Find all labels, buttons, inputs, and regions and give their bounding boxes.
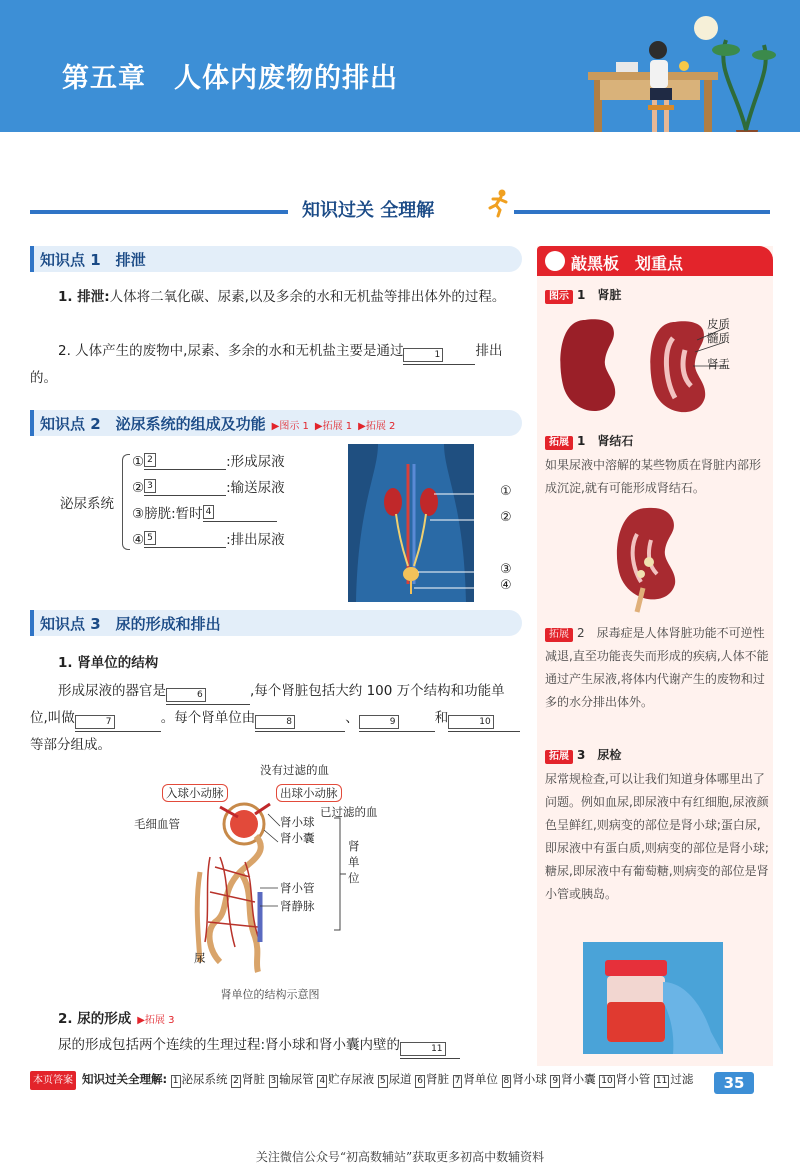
blank-2[interactable] [144,452,226,470]
marker-3: ③ [500,562,512,577]
answer-item [317,1072,374,1086]
sidebar-header [537,246,773,276]
system-label: 泌尿系统 [60,496,114,512]
blank-11[interactable] [400,1041,460,1059]
answer-item [171,1072,228,1086]
answer-number: 3 [270,1076,277,1086]
marker-4: ④ [500,578,512,593]
tag-extension-2[interactable]: ▶拓展 2 [358,421,396,432]
answer-number: 10 [601,1076,613,1086]
answer-item [269,1072,314,1086]
answer-label: 知识过关全理解: [82,1072,168,1086]
label-filtered-blood: 已过滤的血 [320,805,378,819]
key-points-sidebar [537,246,773,1066]
answer-text: 肾小管 [615,1072,651,1086]
banner-line-right [514,210,770,214]
answer-item [231,1072,265,1086]
kp1-paragraph-2 [30,338,522,392]
kp2-title-text: 知识点 2 泌尿系统的组成及功能 [40,415,266,433]
answer-number: 8 [503,1076,510,1086]
kp1-paragraph-1 [30,284,522,311]
answer-number: 1 [172,1076,179,1086]
extension-1-heading [545,432,633,450]
text: 形成尿液的器官是 [58,683,166,699]
answer-text: 肾小囊 [561,1072,596,1086]
answer-item [502,1072,547,1086]
blank-number: 10 [448,715,493,729]
page-number: 35 [714,1072,754,1094]
kp3-subheading-1: 1. 肾单位的结构 [58,655,159,671]
label-renal-capsule: 肾小囊 [280,831,315,845]
urinary-system-outline [60,450,340,560]
label-renal-vein: 肾静脉 [280,899,315,913]
kp3-header [30,610,522,636]
blank-3[interactable] [144,478,226,496]
answer-number: 2 [233,1076,239,1086]
marker-1: ① [500,484,512,499]
brace [122,454,130,550]
kp2-title [40,413,395,434]
answer-item [415,1072,449,1086]
label-medulla: 髓质 [707,331,730,345]
kp1-p2-end: 排出的。 [30,343,503,386]
answer-text: 尿道 [388,1072,412,1086]
kp1-header [30,246,522,272]
item-prefix: ④ [132,532,145,548]
label-glomerulus: 肾小球 [280,815,315,829]
blank-number: 2 [144,453,156,467]
answer-text: 肾单位 [463,1072,498,1086]
running-figure-icon [484,188,514,218]
answer-text: 泌尿系统 [181,1072,228,1086]
kp1-title: 知识点 1 排泄 [40,251,146,269]
sidebar-title: 敲黑板 划重点 [571,254,684,273]
system-item-4 [132,528,285,548]
extension-1-text: 如果尿液中溶解的某些物质在肾脏内部形成沉淀,就有可能形成肾结石。 [545,458,762,495]
answer-number: 4 [319,1076,326,1086]
blank-number: 8 [255,715,295,729]
label-renal-tubule: 肾小管 [280,881,315,895]
blank-5[interactable] [144,530,226,548]
item-text: :输送尿液 [226,480,285,496]
label-efferent-arteriole: 出球小动脉 [276,784,342,802]
extension-1-title: 1 肾结石 [577,434,634,448]
blank-number: 6 [166,688,206,702]
banner-title: 知识过关 全理解 [302,200,435,221]
answer-item [453,1072,498,1086]
kp3-title: 知识点 3 尿的形成和排出 [40,615,221,633]
kp2-header [30,410,522,436]
tag-figure-1[interactable]: ▶图示 1 [271,421,309,432]
answer-number: 5 [379,1076,386,1086]
blank-number: 5 [144,531,156,545]
blank-number: 1 [403,348,443,362]
urinary-system-figure [348,444,474,602]
lightbulb-icon [545,251,565,271]
system-item-1 [132,450,285,470]
answer-item [599,1072,650,1086]
figure-tag: 图示 [545,290,573,304]
blank-number: 4 [203,505,215,519]
blank-10[interactable] [448,714,520,732]
chapter-title: 第五章 人体内废物的排出 [62,63,398,94]
kp1-p2-text: 2. 人体产生的废物中,尿素、多余的水和无机盐主要是通过 [58,343,404,359]
blank-number: 11 [400,1042,445,1056]
blank-number: 3 [144,479,156,493]
answer-item [654,1072,693,1086]
label-unfiltered-blood: 没有过滤的血 [260,763,329,777]
blank-9[interactable] [359,714,435,732]
item-prefix: ② [132,480,145,496]
answer-text: 过滤 [670,1072,694,1086]
extension-tag: 拓展 [545,628,573,642]
answer-text: 肾小球 [512,1072,547,1086]
figure-1-heading [545,286,621,304]
student-desk-illustration [586,10,776,132]
label-renal-pelvis: 肾盂 [707,357,730,371]
answer-number: 6 [417,1076,423,1086]
text: 和 [434,710,449,726]
chapter-header [0,0,800,132]
answer-text: 肾脏 [241,1072,265,1086]
urinary-system-drawing [348,444,474,602]
tag-extension-1[interactable]: ▶拓展 1 [314,421,353,432]
system-item-2 [132,476,285,496]
kp1-p1-text: 人体将二氧化碳、尿素,以及多余的水和无机盐等排出体外的过程。 [109,289,506,305]
kp3-subheading-2 [30,1006,522,1034]
text: 尿的形成包括两个连续的生理过程:肾小球和肾小囊内壁的 [58,1037,401,1053]
label-afferent-arteriole: 入球小动脉 [162,784,228,802]
figure-caption: 肾单位的结构示意图 [220,988,320,1001]
label-cortex: 皮质 [707,317,730,331]
extension-2-body: 2 尿毒症是人体肾脏功能不可逆性减退,直至功能丧失而形成的疾病,人体不能通过产生尿液,将体内代谢产生的废物和过多的水分排出体外。 [545,626,769,709]
answer-text: 肾脏 [425,1072,449,1086]
extension-3-text: 尿常规检查,可以让我们知道身体哪里出了问题。例如血尿,即尿液中有红细胞,尿液颜色呈鲜红,则病变的部位是肾小球;蛋白尿,即尿液中有蛋白质,则病变的部位是肾小球;糖尿,即尿液中有葡萄糖,则病变的部位是肾小管或胰岛。 [545,772,769,901]
section-banner [30,188,770,224]
answer-number: 7 [454,1076,461,1086]
answer-tag: 本页答案 [30,1071,76,1090]
item-prefix: ③膀胱:暂时 [132,506,203,522]
text: 等部分组成。 [30,737,111,753]
label-capillary: 毛细血管 [134,817,180,831]
text: 。每个肾单位由 [160,710,256,726]
label-nephron-unit: 肾单位 [348,839,360,885]
answer-key [30,1070,770,1110]
extension-tag: 拓展 [545,750,573,764]
kidney-stone-image [607,504,697,614]
nephron-figure [134,762,410,982]
kp3-paragraph-2 [30,1032,522,1059]
footer-note: 关注微信公众号“初高数辅站”获取更多初高中数辅资料 [255,1150,545,1164]
item-text: :形成尿液 [226,454,285,470]
kp1-p1-label: 1. 排泄: [58,289,110,305]
subheading-text: 2. 尿的形成 [58,1011,132,1027]
urine-sample-image [583,942,723,1054]
blank-number: 9 [359,715,399,729]
item-text: :排出尿液 [226,532,285,548]
answer-text: 输尿管 [279,1072,314,1086]
extension-3-heading [545,746,621,764]
blank-1[interactable] [403,347,475,365]
answer-number: 11 [655,1076,668,1086]
blank-6[interactable] [166,687,250,705]
extension-3-title: 3 尿检 [577,748,622,762]
tag-extension-3[interactable]: ▶拓展 3 [137,1015,175,1026]
blank-7[interactable] [75,714,161,732]
blank-number: 7 [75,715,115,729]
kp3-paragraph-1 [30,678,522,759]
system-item-3 [132,502,277,522]
answer-item [378,1072,412,1086]
text: 、 [345,710,359,726]
item-prefix: ① [132,454,145,470]
blank-4[interactable] [203,504,277,522]
label-urine: 尿 [194,951,206,965]
answer-number: 9 [552,1076,559,1086]
extension-2-text [545,622,769,714]
banner-line-left [30,210,288,214]
figure-1-title: 1 肾脏 [577,288,622,302]
answer-item [550,1072,595,1086]
extension-tag: 拓展 [545,436,573,450]
blank-8[interactable] [255,714,345,732]
marker-2: ② [500,510,512,525]
text: ,每个肾脏包括大约 100 万个结构和功能单位,叫做 [30,683,505,726]
answer-text: 贮存尿液 [328,1072,375,1086]
